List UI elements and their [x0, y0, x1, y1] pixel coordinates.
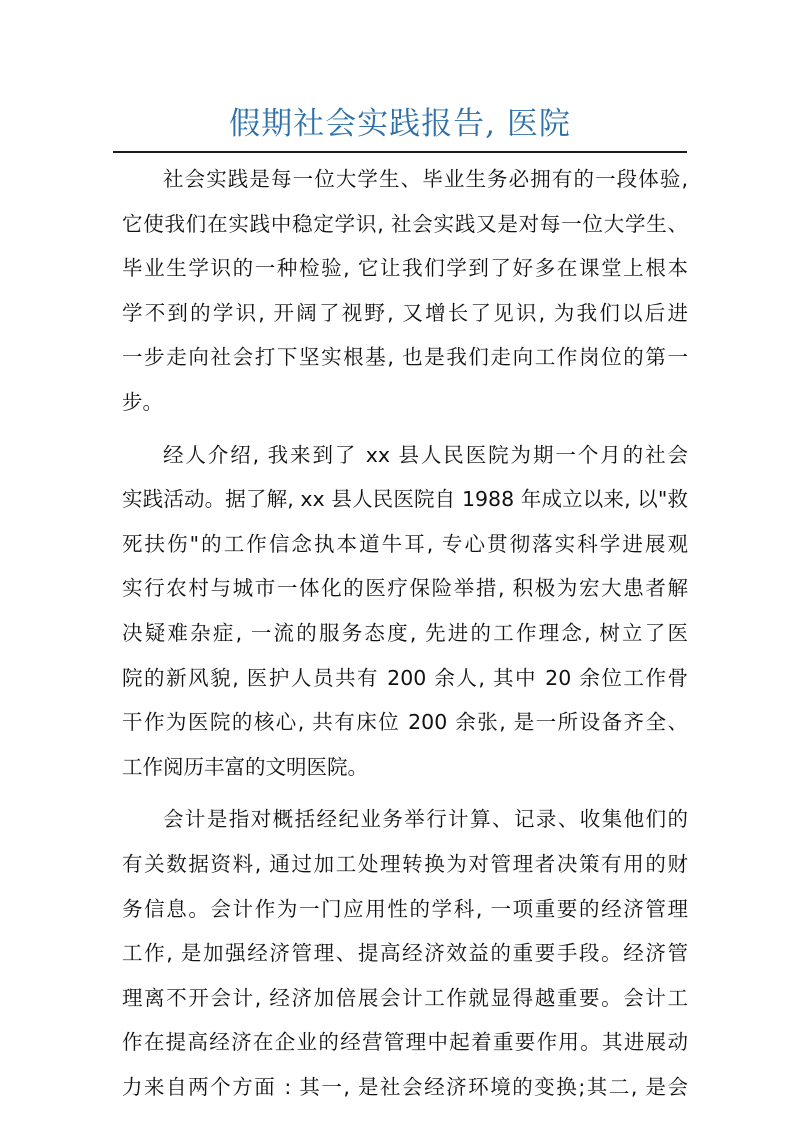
paragraph-2	[122, 433, 688, 790]
text-line: 步。	[122, 389, 163, 414]
text-line: 学不到的学识, 开阔了视野, 又增长了见识, 为我们以后进	[122, 300, 688, 325]
text-line: 一步走向社会打下坚实根基, 也是我们走向工作岗位的第一	[122, 345, 688, 370]
text-line: 理离不开会计, 经济加倍展会计工作就显得越重要。会计工	[122, 985, 688, 1010]
text-line: 力来自两个方面 : 其一, 是社会经济环境的变换;其二, 是会	[122, 1074, 688, 1099]
text-line: 决疑难杂症, 一流的服务态度, 先进的工作理念, 树立了医	[122, 620, 688, 645]
text-line: 工作阅历丰富的文明医院。	[122, 754, 368, 779]
document-body	[122, 157, 688, 1117]
text-line: 毕业生学识的一种检验, 它让我们学到了好多在课堂上根本	[122, 256, 688, 281]
text-line: 院的新风貌, 医护人员共有 200 余人, 其中 20 余位工作骨	[122, 665, 688, 690]
text-line: 务信息。会计作为一门应用性的学科, 一项重要的经济管理	[122, 896, 688, 921]
text-line: 经人介绍, 我来到了 xx 县人民医院为期一个月的社会	[163, 442, 688, 467]
text-line: 会计是指对概括经纪业务举行计算、记录、收集他们的	[163, 807, 688, 832]
document-title: 假期社会实践报告, 医院	[229, 106, 571, 142]
text-line: 作在提高经济在企业的经营管理中起着重要作用。其进展动	[122, 1030, 688, 1055]
text-line: 它使我们在实践中稳定学识, 社会实践又是对每一位大学生、	[122, 211, 688, 236]
text-line: 实行农村与城市一体化的医疗保险举措, 积极为宏大患者解	[122, 576, 688, 601]
text-line: 干作为医院的核心, 共有床位 200 余张, 是一所设备齐全、	[122, 710, 688, 735]
text-line: 社会实践是每一位大学生、毕业生务必拥有的一段体验,	[163, 167, 688, 191]
paragraph-3	[122, 797, 688, 1109]
paragraph-1	[122, 157, 688, 425]
text-line: 死扶伤"的工作信念执本道牛耳, 专心贯彻落实科学进展观	[122, 531, 688, 556]
text-line: 有关数据资料, 通过加工处理转换为对管理者决策有用的财	[122, 851, 688, 876]
text-line: 实践活动。据了解, xx 县人民医院自 1988 年成立以来, 以"救	[122, 487, 688, 512]
text-line: 工作, 是加强经济管理、提高经济效益的重要手段。经济管	[122, 941, 688, 966]
title-underline	[113, 151, 687, 153]
